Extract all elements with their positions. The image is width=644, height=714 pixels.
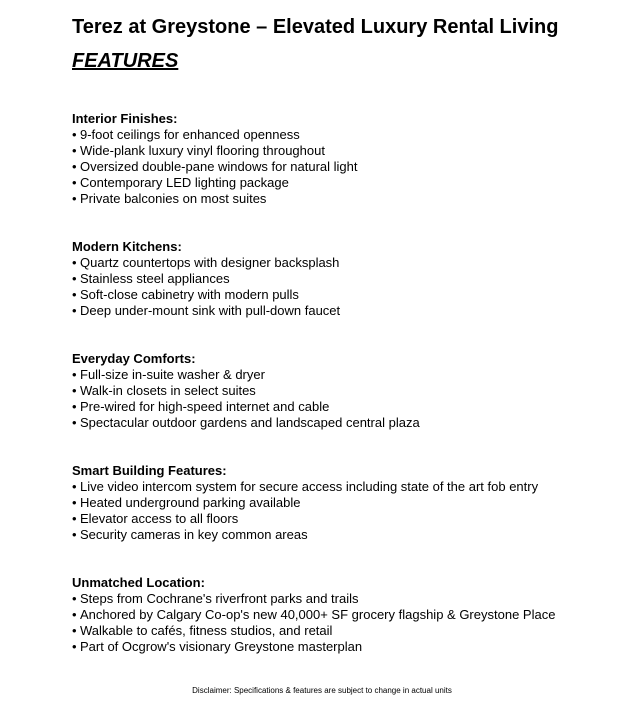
- feature-item-text: Full-size in-suite washer & dryer: [80, 367, 265, 382]
- feature-list: [72, 367, 632, 431]
- feature-list-item: [72, 511, 632, 527]
- feature-item-text: Walk-in closets in select suites: [80, 383, 256, 398]
- feature-item-text: Walkable to cafés, fitness studios, and retail: [80, 623, 333, 638]
- feature-item-text: Private balconies on most suites: [80, 191, 267, 206]
- feature-list-item: [72, 591, 632, 607]
- section-heading: Smart Building Features:: [72, 463, 227, 478]
- feature-item-text: Elevator access to all floors: [80, 511, 239, 526]
- feature-list: [72, 479, 632, 543]
- feature-list-item: [72, 127, 632, 143]
- feature-list-item: [72, 399, 632, 415]
- section-heading: Unmatched Location:: [72, 575, 205, 590]
- feature-item-text: Spectacular outdoor gardens and landscaped central plaza: [80, 415, 420, 430]
- feature-section: [72, 575, 632, 655]
- feature-item-text: Contemporary LED lighting package: [80, 175, 289, 190]
- feature-list-item: [72, 479, 632, 495]
- feature-item-text: Wide-plank luxury vinyl flooring throughout: [80, 143, 325, 158]
- disclaimer-text: Disclaimer: Specifications & features are subject to change in actual units: [192, 686, 452, 695]
- feature-list: [72, 127, 632, 207]
- feature-list-item: [72, 495, 632, 511]
- feature-list-item: [72, 367, 632, 383]
- feature-section: [72, 463, 632, 543]
- feature-list: [72, 255, 632, 319]
- feature-item-text: Stainless steel appliances: [80, 271, 230, 286]
- feature-sections: [72, 111, 632, 655]
- feature-list-item: [72, 271, 632, 287]
- feature-list-item: [72, 607, 632, 623]
- feature-item-text: Deep under-mount sink with pull-down faucet: [80, 303, 341, 318]
- feature-list-item: [72, 415, 632, 431]
- feature-item-text: Steps from Cochrane's riverfront parks and trails: [80, 591, 359, 606]
- feature-list-item: [72, 623, 632, 639]
- feature-item-text: Quartz countertops with designer backsplash: [80, 255, 340, 270]
- document-title: Terez at Greystone – Elevated Luxury Rental Living: [72, 16, 559, 38]
- feature-item-text: 9-foot ceilings for enhanced openness: [80, 127, 300, 142]
- feature-item-text: Part of Ocgrow's visionary Greystone masterplan: [80, 639, 363, 654]
- feature-list-item: [72, 159, 632, 175]
- feature-list-item: [72, 287, 632, 303]
- feature-item-text: Pre-wired for high-speed internet and cable: [80, 399, 330, 414]
- features-heading: FEATURES: [72, 50, 179, 72]
- document-page: [72, 14, 632, 687]
- feature-list-item: [72, 383, 632, 399]
- feature-list-item: [72, 191, 632, 207]
- feature-item-text: Soft-close cabinetry with modern pulls: [80, 287, 299, 302]
- feature-list-item: [72, 303, 632, 319]
- feature-item-text: Oversized double-pane windows for natural light: [80, 159, 358, 174]
- section-heading: Everyday Comforts:: [72, 351, 196, 366]
- section-heading: Interior Finishes:: [72, 111, 178, 126]
- feature-list: [72, 591, 632, 655]
- feature-list-item: [72, 255, 632, 271]
- feature-section: [72, 111, 632, 207]
- feature-item-text: Security cameras in key common areas: [80, 527, 308, 542]
- feature-list-item: [72, 527, 632, 543]
- feature-item-text: Live video intercom system for secure access including state of the art fob entry: [80, 479, 539, 494]
- section-heading: Modern Kitchens:: [72, 239, 182, 254]
- feature-list-item: [72, 175, 632, 191]
- feature-item-text: Heated underground parking available: [80, 495, 301, 510]
- feature-section: [72, 351, 632, 431]
- feature-list-item: [72, 143, 632, 159]
- feature-section: [72, 239, 632, 319]
- feature-item-text: Anchored by Calgary Co-op's new 40,000+ SF grocery flagship & Greystone Place: [80, 607, 556, 622]
- feature-list-item: [72, 639, 632, 655]
